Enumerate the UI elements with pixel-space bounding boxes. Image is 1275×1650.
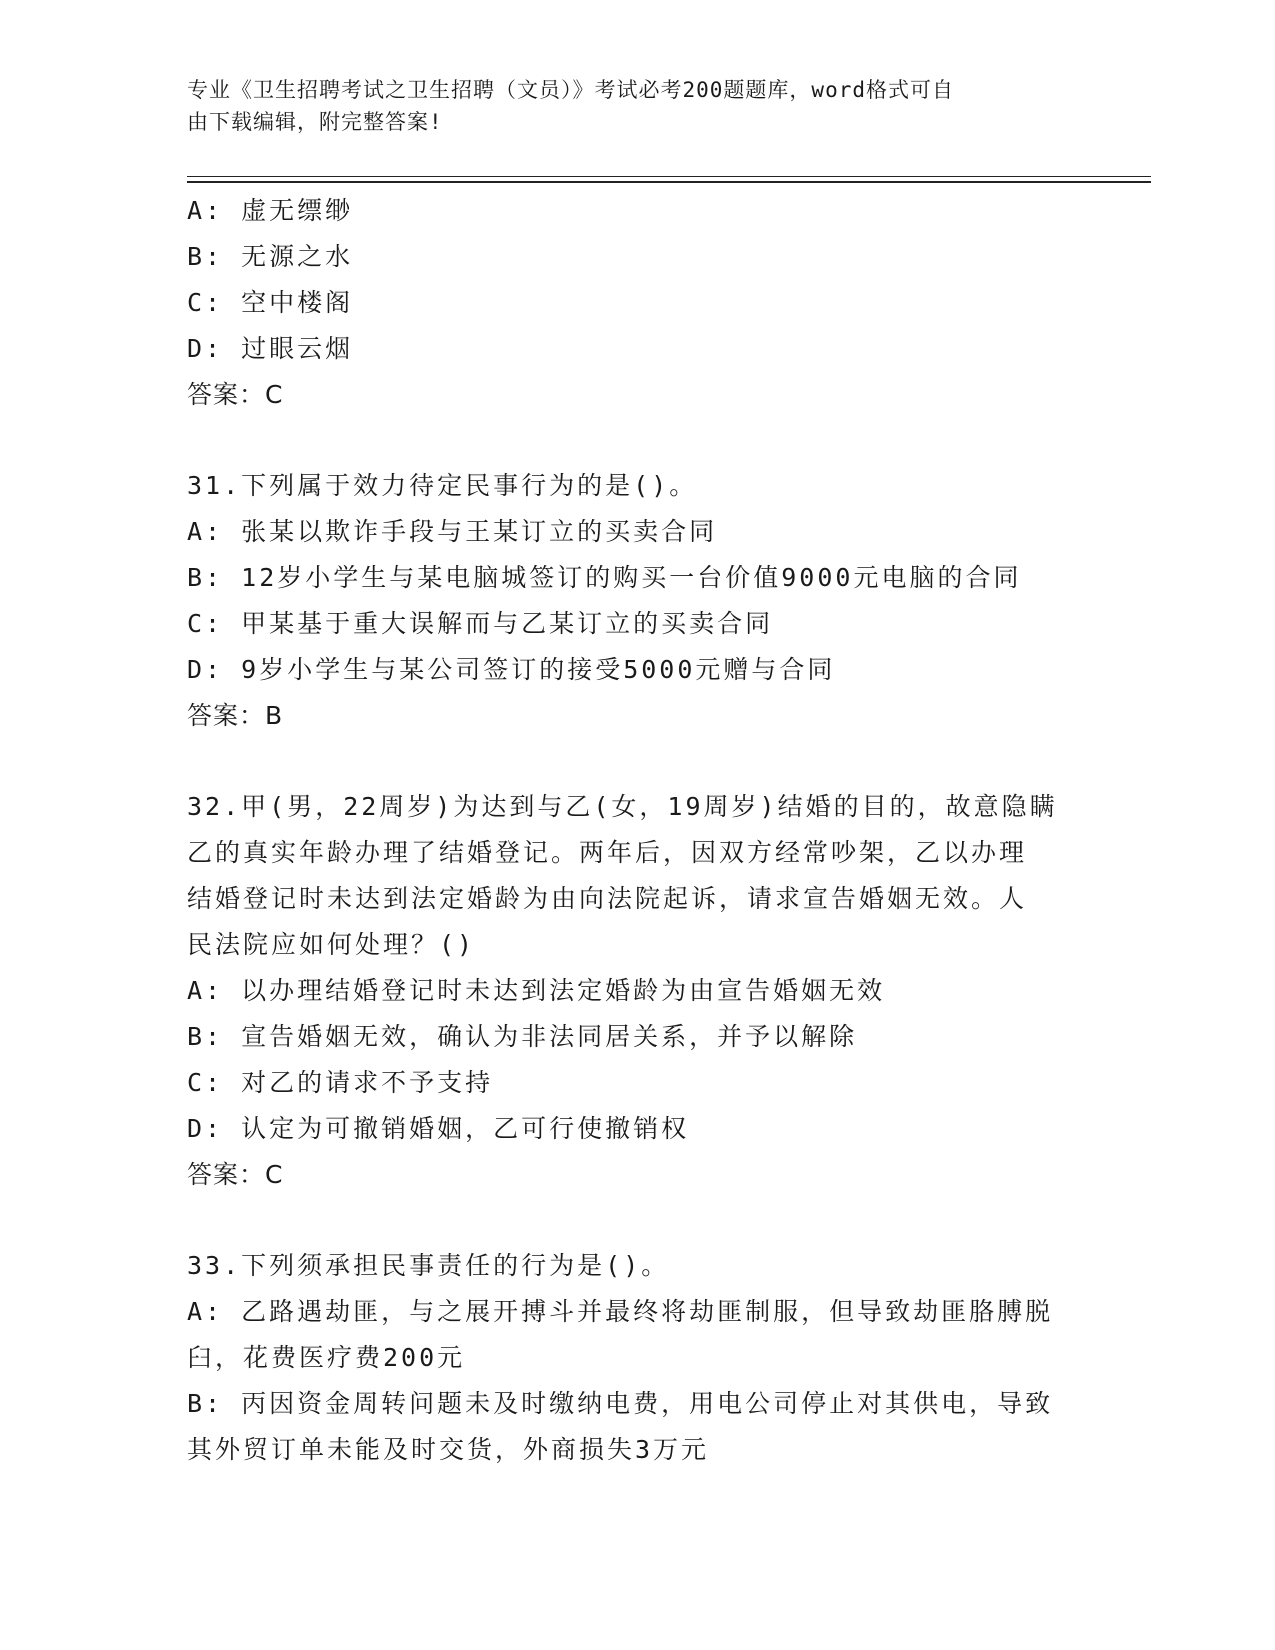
question-32 [187, 784, 1087, 1198]
header-line-2: 由下载编辑，附完整答案! [187, 110, 443, 134]
answer-line: 答案：B [187, 701, 284, 730]
option-a: A: 乙路遇劫匪，与之展开搏斗并最终将劫匪制服，但导致劫匪胳膊脱 [187, 1297, 1054, 1326]
option-c: C: 甲某基于重大误解而与乙某订立的买卖合同 [187, 609, 774, 638]
option-d: D: 过眼云烟 [187, 334, 354, 363]
option-b: B: 12岁小学生与某电脑城签订的购买一台价值9000元电脑的合同 [187, 563, 1022, 592]
option-b: B: 宣告婚姻无效，确认为非法同居关系，并予以解除 [187, 1022, 858, 1051]
question-stem-line-3: 结婚登记时未达到法定婚龄为由向法院起诉，请求宣告婚姻无效。人 [187, 884, 1028, 913]
question-stem-line-4: 民法院应如何处理？() [187, 930, 476, 959]
option-a: A: 以办理结婚登记时未达到法定婚龄为由宣告婚姻无效 [187, 976, 886, 1005]
option-a-continued: 臼，花费医疗费200元 [187, 1343, 466, 1372]
question-stem: 31.下列属于效力待定民事行为的是()。 [187, 471, 698, 500]
option-a: A: 张某以欺诈手段与王某订立的买卖合同 [187, 517, 718, 546]
question-stem-line-1: 32.甲(男，22周岁)为达到与乙(女，19周岁)结婚的目的，故意隐瞒 [187, 792, 1058, 821]
document-header [187, 74, 1067, 138]
option-b: B: 丙因资金周转问题未及时缴纳电费，用电公司停止对其供电，导致 [187, 1389, 1054, 1418]
question-30-continued [187, 188, 1087, 418]
option-c: C: 对乙的请求不予支持 [187, 1068, 494, 1097]
header-divider-thin [187, 176, 1151, 177]
question-stem-line-2: 乙的真实年龄办理了结婚登记。两年后，因双方经常吵架，乙以办理 [187, 838, 1028, 867]
option-d: D: 认定为可撤销婚姻，乙可行使撤销权 [187, 1114, 690, 1143]
option-b-continued: 其外贸订单未能及时交货，外商损失3万元 [187, 1435, 710, 1464]
option-c: C: 空中楼阁 [187, 288, 354, 317]
question-33 [187, 1243, 1087, 1473]
answer-line: 答案：C [187, 1160, 284, 1189]
header-line-1: 专业《卫生招聘考试之卫生招聘（文员）》考试必考200题题库，word格式可自 [187, 78, 954, 102]
option-d: D: 9岁小学生与某公司签订的接受5000元赠与合同 [187, 655, 836, 684]
option-a: A: 虚无缥缈 [187, 196, 354, 225]
question-stem: 33.下列须承担民事责任的行为是()。 [187, 1251, 670, 1280]
answer-line: 答案：C [187, 380, 284, 409]
question-list [187, 188, 1087, 1473]
header-divider-thick [187, 181, 1151, 183]
option-b: B: 无源之水 [187, 242, 354, 271]
question-31 [187, 463, 1087, 739]
